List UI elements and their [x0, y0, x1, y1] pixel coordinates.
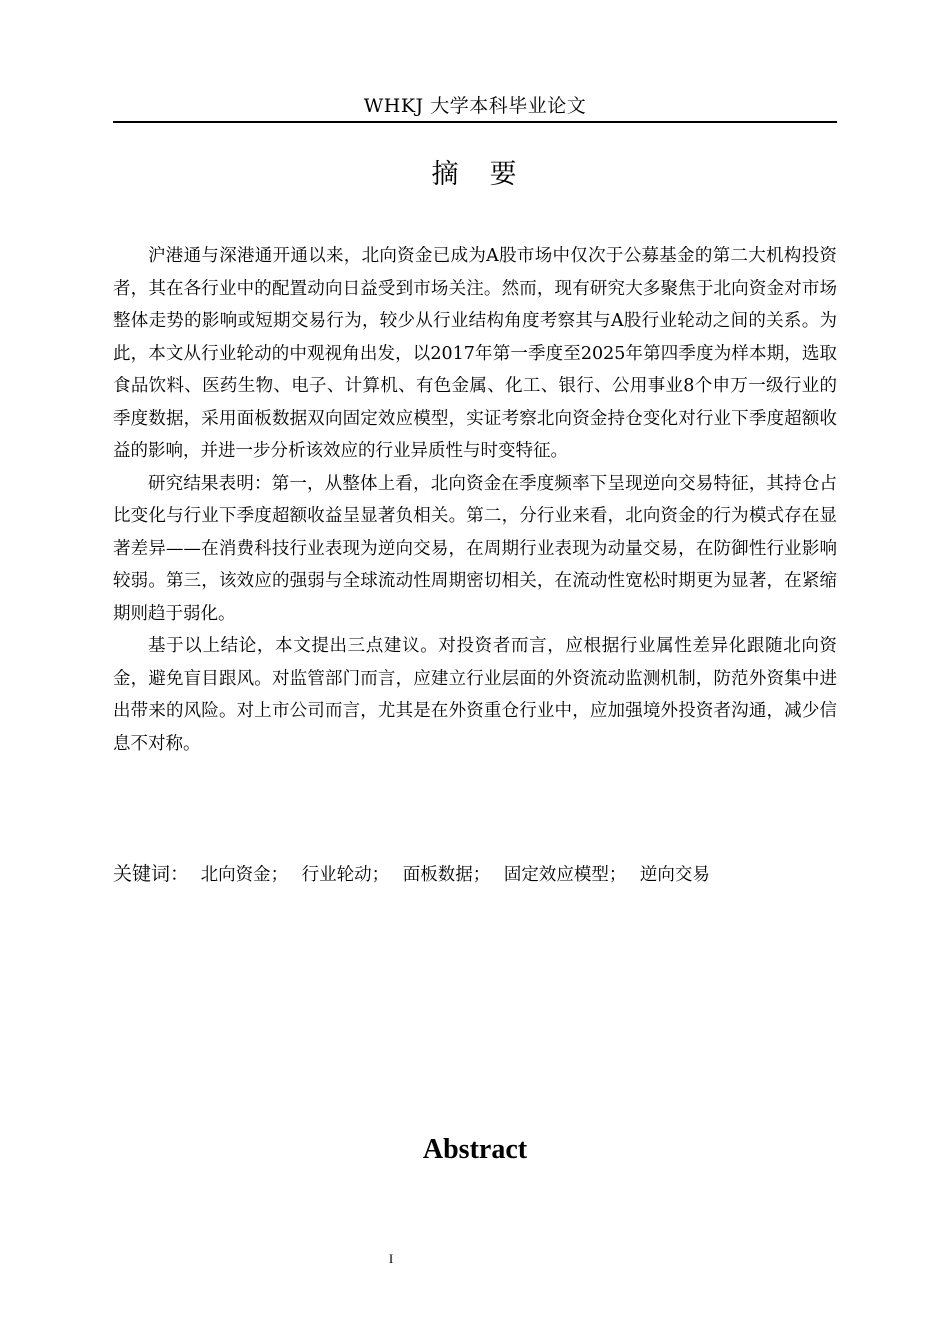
header-rule [113, 121, 837, 123]
abstract-title-english: Abstract [422, 1134, 528, 1165]
abstract-title-chinese: 摘 要 [431, 159, 519, 190]
abstract-paragraph-3: 基于以上结论，本文提出三点建议。对投资者而言，应根据行业属性差异化跟随北向资金，避免盲目跟风。对监管部门而言，应建立行业层面的外资流动监测机制，防范外资集中进出带来的风险。对上市公司而言，尤其是在外资重仓行业中，应加强境外投资者沟通，减少信息不对称。 [113, 636, 837, 754]
keyword-item: 行业轮动； [301, 865, 390, 885]
keyword-item: 固定效应模型； [503, 865, 627, 885]
keywords-line [113, 858, 837, 891]
running-header: WHKJ 大学本科毕业论文 [363, 95, 587, 117]
abstract-paragraph-1: 沪港通与深港通开通以来，北向资金已成为A股市场中仅次于公募基金的第二大机构投资者，其在各行业中的配置动向日益受到市场关注。然而，现有研究大多聚焦于北向资金对市场整体走势的影响或短期交易行为，较少从行业结构角度考察其与A股行业轮动之间的关系。为此，本文从行业轮动的中观视角出发，以2017年第一季度至2025年第四季度为样本期，选取食品饮料、医药生物、电子、计算机、有色金属、化工、银行、公用事业8个申万一级行业的季度数据，采用面板数据双向固定效应模型，实证考察北向资金持仓变化对行业下季度超额收益的影响，并进一步分析该效应的行业异质性与时变特征。 [113, 246, 837, 461]
keyword-item: 逆向交易 [639, 865, 710, 885]
abstract-body [113, 240, 837, 760]
keyword-item: 北向资金； [200, 865, 289, 885]
keyword-item: 面板数据； [402, 865, 491, 885]
keywords-label: 关键词： [113, 863, 190, 885]
abstract-paragraph-2: 研究结果表明：第一，从整体上看，北向资金在季度频率下呈现逆向交易特征，其持仓占比变化与行业下季度超额收益呈显著负相关。第二，分行业来看，北向资金的行为模式存在显著差异——在消费科技行业表现为逆向交易，在周期行业表现为动量交易，在防御性行业影响较弱。第三，该效应的强弱与全球流动性周期密切相关，在流动性宽松时期更为显著，在紧缩期则趋于弱化。 [113, 473, 837, 624]
page-number: I [388, 1251, 394, 1266]
